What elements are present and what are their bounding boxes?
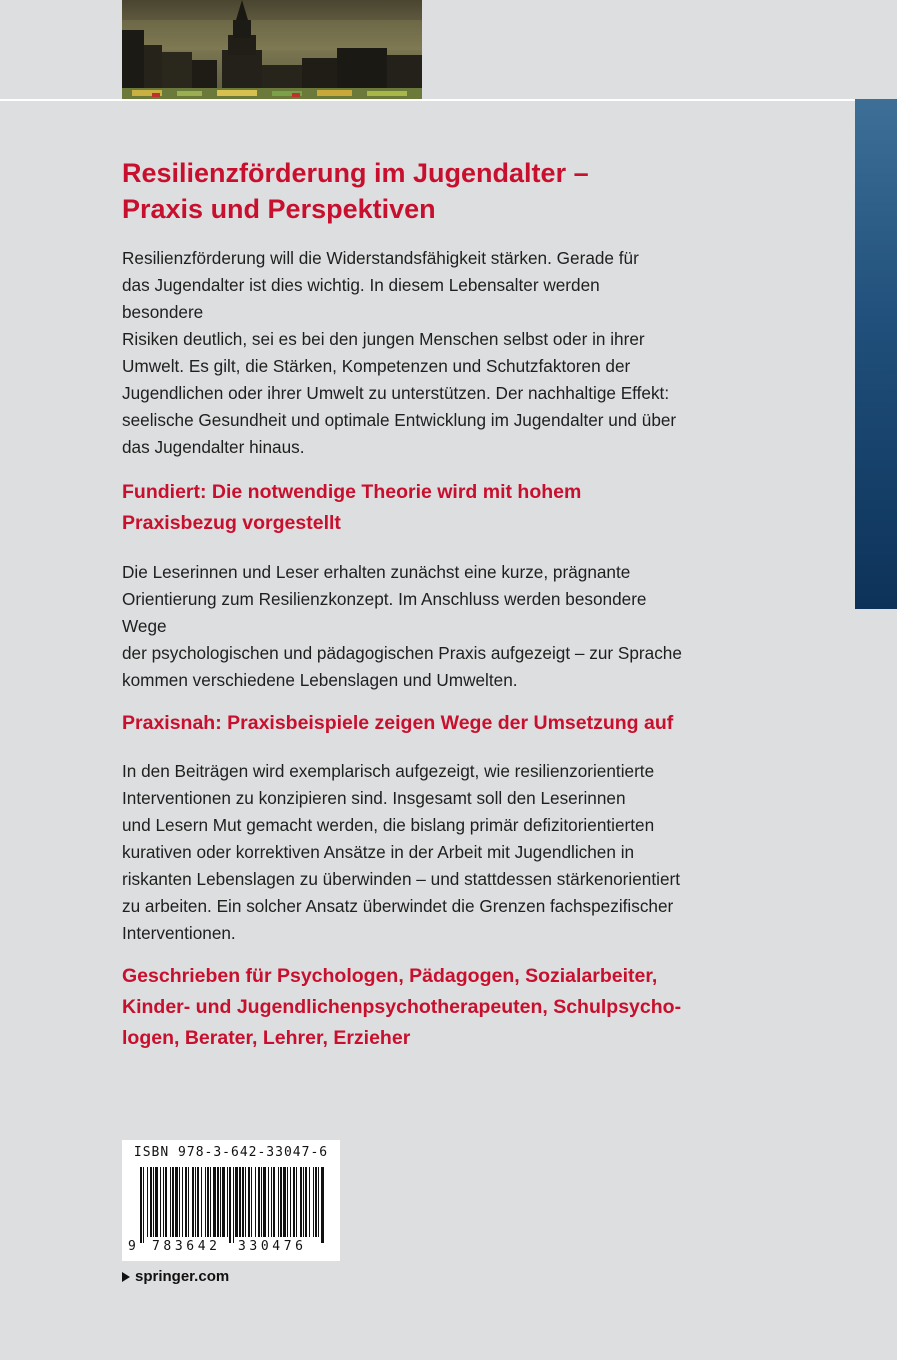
barcode-bar	[255, 1167, 256, 1237]
barcode-bar	[220, 1167, 221, 1237]
barcode-bar	[147, 1167, 148, 1237]
barcode-bar	[143, 1167, 144, 1243]
barcode-bar	[318, 1167, 319, 1237]
barcode-bar	[192, 1167, 194, 1237]
barcode-bar	[185, 1167, 187, 1237]
barcode-bar	[140, 1167, 142, 1243]
section-heading-fundiert: Fundiert: Die notwendige Theorie wird mit hohem Praxisbezug vorgestellt	[122, 481, 582, 534]
barcode-bar	[175, 1167, 178, 1237]
barcode-bar	[309, 1167, 310, 1237]
barcode-bars	[140, 1167, 324, 1243]
barcode-bar	[315, 1167, 317, 1237]
barcode-digits-left: 783642	[152, 1239, 221, 1254]
book-title-line-1: Resilienzförderung im Jugendalter –	[122, 158, 589, 188]
barcode-bar	[222, 1167, 225, 1237]
barcode-bar	[280, 1167, 282, 1237]
top-divider	[0, 99, 855, 101]
barcode-bar	[273, 1167, 275, 1237]
barcode-bar	[163, 1167, 164, 1237]
barcode-bar	[287, 1167, 288, 1237]
barcode-bar	[251, 1167, 252, 1237]
barcode-bar	[160, 1167, 161, 1237]
section-paragraph-fundiert: Die Leserinnen und Leser erhalten zunächst eine kurze, prägnante Orientierung zum Resilienzkonzept. Im Anschluss werden besondere Wege der psychologischen und pädagogischen Praxis aufgezeigt – zur Sprache kommen verschiedene Lebenslagen und Umwelten.	[122, 562, 682, 690]
barcode-bar	[197, 1167, 199, 1237]
barcode-bar	[321, 1167, 324, 1243]
barcode-bar	[233, 1167, 234, 1243]
barcode-bar	[235, 1167, 238, 1237]
barcode-bar	[155, 1167, 158, 1237]
barcode-bar	[188, 1167, 189, 1237]
barcode-bar	[290, 1167, 291, 1237]
barcode-bar	[229, 1167, 231, 1243]
barcode-bar	[248, 1167, 250, 1237]
barcode-bar	[268, 1167, 269, 1237]
barcode-bar	[195, 1167, 196, 1237]
barcode-bar	[172, 1167, 174, 1237]
triangle-right-icon	[122, 1272, 130, 1282]
publisher-link[interactable]	[122, 1268, 229, 1285]
section-paragraph-praxisnah: In den Beiträgen wird exemplarisch aufgezeigt, wie resilienzorientierte Interventionen zu konzipieren sind. Insgesamt soll den Leserinnen und Lesern Mut gemacht werden, die bislang primär defizitorientierten kurativen oder korrektiven Ansätze in der Arbeit mit Jugendlichen in riskanten Lebenslagen zu überwinden – und stattdessen stärkenorientiert zu arbeiten. Ein solcher Ansatz überwindet die Grenzen fachspezifischer Interventionen.	[122, 761, 680, 943]
barcode-bar	[201, 1167, 202, 1237]
book-title-line-2: Praxis und Perspektiven	[122, 194, 436, 224]
audience-statement: Geschrieben für Psychologen, Pädagogen, Sozialarbeiter, Kinder- und Jugendlichenpsychotherapeuten, Schulpsycho- logen, Berater, Lehrer, Erzieher	[122, 965, 682, 1049]
barcode-bar	[242, 1167, 244, 1237]
barcode-bar	[305, 1167, 307, 1237]
back-cover-text	[122, 155, 682, 1054]
barcode-bar	[205, 1167, 206, 1237]
isbn-label: ISBN 978-3-642-33047-6	[133, 1145, 329, 1160]
barcode-bar	[213, 1167, 216, 1237]
barcode-bar	[278, 1167, 279, 1237]
barcode-bar	[207, 1167, 209, 1237]
section-heading-praxisnah: Praxisnah: Praxisbeispiele zeigen Wege der Umsetzung auf	[122, 712, 674, 734]
barcode-bar	[153, 1167, 154, 1237]
barcode-bar	[179, 1167, 180, 1237]
barcode-bar	[210, 1167, 211, 1237]
barcode-bar	[313, 1167, 314, 1237]
barcode-bar	[217, 1167, 219, 1237]
intro-paragraph: Resilienzförderung will die Widerstandsfähigkeit stärken. Gerade für das Jugendalter ist dies wichtig. In diesem Lebensalter werden besondere Risiken deutlich, sei es bei den jungen Menschen selbst oder in ihrer Umwelt. Es gilt, die Stärken, Kompetenzen und Schutzfaktoren der Jugendlichen oder ihrer Umwelt zu unterstützen. Der nachhaltige Effekt: seelische Gesundheit und optimale Entwicklung im Jugendalter und über das Jugendalter hinaus.	[122, 248, 677, 457]
publisher-link-text[interactable]: springer.com	[135, 1268, 230, 1285]
barcode-bar	[150, 1167, 152, 1237]
barcode-bar	[263, 1167, 266, 1237]
isbn-barcode-box	[122, 1140, 340, 1261]
cover-photo-city-skyline	[122, 0, 422, 100]
blue-side-band	[855, 99, 897, 609]
barcode-bar	[261, 1167, 262, 1237]
barcode-bar	[170, 1167, 171, 1237]
barcode-bar	[245, 1167, 246, 1237]
barcode-digit-prefix: 9	[128, 1239, 136, 1254]
barcode-digits-right: 330476	[238, 1239, 307, 1254]
barcode-bar	[293, 1167, 295, 1237]
book-title	[122, 155, 682, 227]
barcode-bar	[271, 1167, 272, 1237]
barcode-bar	[227, 1167, 228, 1237]
barcode-bar	[300, 1167, 302, 1237]
barcode-bar	[283, 1167, 286, 1237]
barcode-bar	[165, 1167, 167, 1237]
barcode-bar	[258, 1167, 260, 1237]
barcode-bar	[303, 1167, 304, 1237]
barcode-bar	[296, 1167, 297, 1237]
barcode-bar	[182, 1167, 183, 1237]
barcode-bar	[239, 1167, 241, 1237]
